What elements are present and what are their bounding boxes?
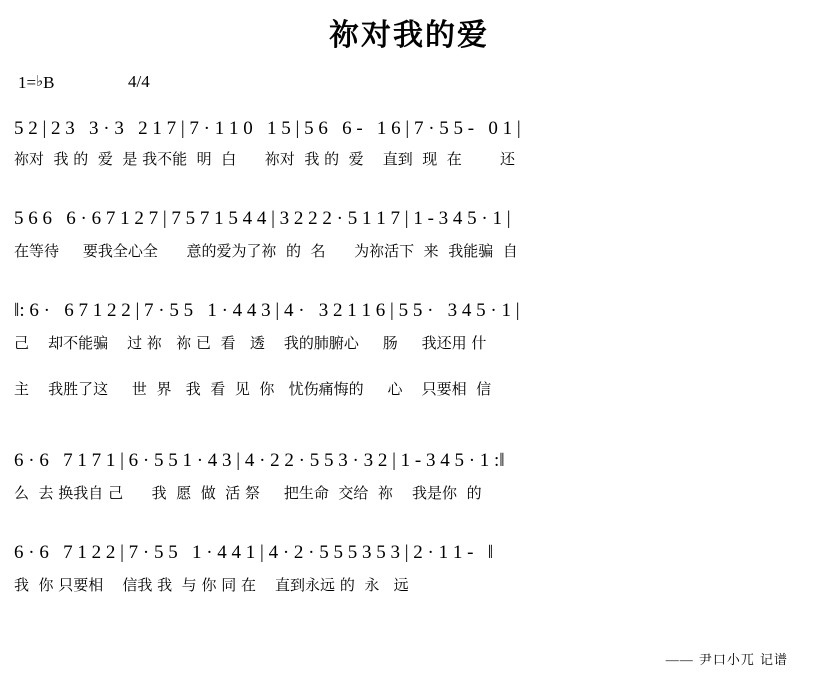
- credit-dash: ——: [665, 652, 694, 667]
- credit-line: [666, 649, 788, 668]
- lyric-row-verse-2: 主 我胜了这 世 界 我 看 见 你 忧伤痛悔的 心 只要相 信: [14, 380, 492, 398]
- note-row: 5 6 6 6 · 6 7 1 2 7 | 7 5 7 1 5 4 4 | 3 2 2 2 · 5 1 1 7 | 1 - 3 4 5 · 1 |: [14, 208, 511, 229]
- lyric-row-verse-1: 己 却不能骗 过 祢 祢 已 看 透 我的肺腑心 肠 我还用 什: [14, 334, 487, 352]
- key-signature-prefix: 1=: [18, 73, 37, 92]
- credit-text: 尹口小兀 记谱: [698, 653, 788, 668]
- note-row: 5 2 | 2 3 3 · 3 2 1 7 | 7 · 1 1 0 1 5 | 5 6 6 - 1 6 | 7 · 5 5 - 0 1 |: [14, 118, 521, 139]
- note-row: 6 · 6 7 1 7 1 | 6 · 5 5 1 · 4 3 | 4 · 2 2 · 5 5 3 · 3 2 | 1 - 3 4 5 · 1 :‖: [14, 450, 505, 471]
- note-row: 6 · 6 7 1 2 2 | 7 · 5 5 1 · 4 4 1 | 4 · 2 · 5 5 5 3 5 3 | 2 · 1 1 - ‖: [14, 542, 494, 563]
- time-signature: 4/4: [128, 72, 150, 91]
- lyric-row: 祢对 我 的 爱 是 我不能 明 白 祢对 我 的 爱 直到 现 在 还: [14, 150, 515, 168]
- note-row: ‖: 6 · 6 7 1 2 2 | 7 · 5 5 1 · 4 4 3 | 4 · 3 2 1 1 6 | 5 5 · 3 4 5 · 1 |: [14, 300, 520, 321]
- lyric-row: 我 你 只要相 信我 我 与 你 同 在 直到永远 的 永 远: [14, 576, 409, 594]
- key-signature: [18, 72, 55, 93]
- page-title: 祢对我的爱: [329, 18, 489, 53]
- flat-icon: ♭: [36, 74, 44, 90]
- key-signature-note: B: [43, 73, 55, 92]
- lyric-row: 在等待 要我全心全 意的爱为了祢 的 名 为祢活下 来 我能骗 自: [14, 242, 518, 260]
- lyric-row: 么 去 换我自 己 我 愿 做 活 祭 把生命 交给 祢 我是你 的: [14, 484, 482, 502]
